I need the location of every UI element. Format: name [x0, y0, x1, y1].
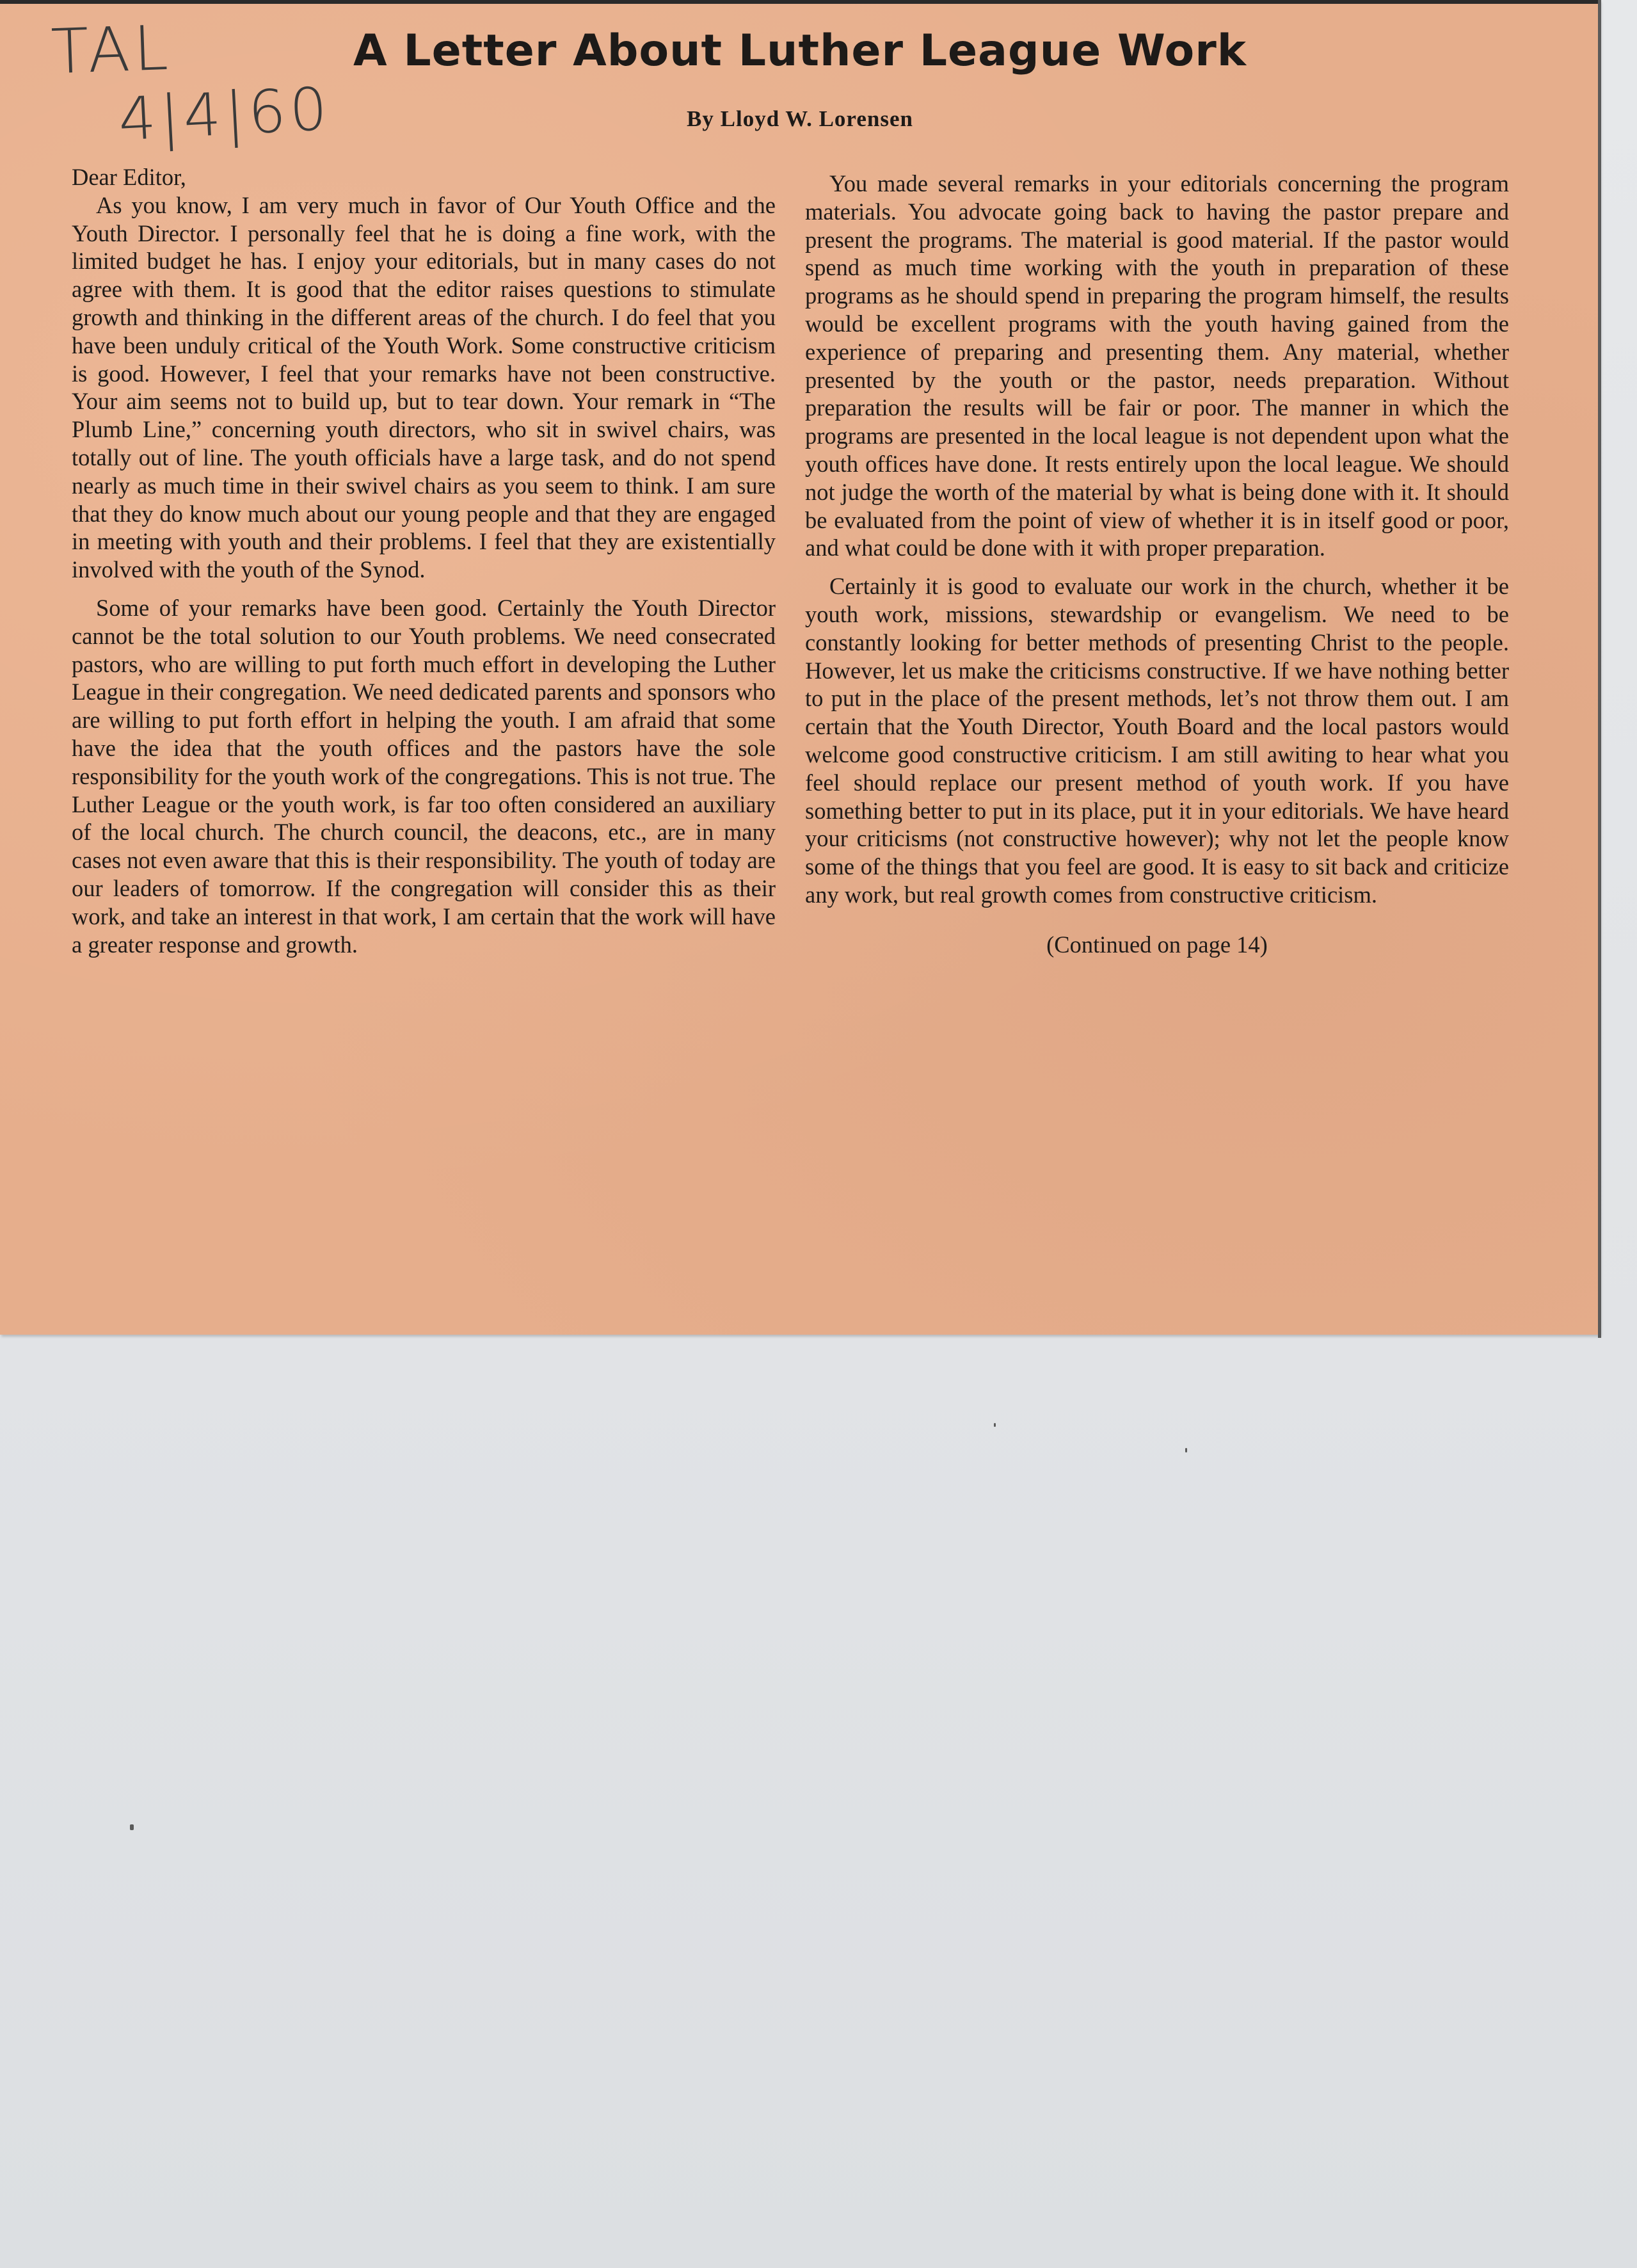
- salutation: Dear Editor,: [72, 164, 186, 190]
- right-paragraph-1: You made several remarks in your editorials concerning the program materials. You advocate going back to having the pastor prepare and present the programs. The material is good material. If the pastor would spend as much time working with the youth in preparation of these programs as he should spend in preparing the program himself, the results would be excellent programs with the youth having gained from the experience of preparing and presenting them. Any material, whether presented by the youth or the pastor, needs preparation. Without preparation the results will be fair or poor. The manner in which the programs are presented in the local league is not dependent upon what the youth offices have done. It rests entirely upon the local league. We should not judge the worth of the material by what is being done with it. It should be evaluated from the point of view of whether it is in itself good or poor, and what could be done with it with proper preparation.: [805, 170, 1509, 561]
- left-column: [72, 163, 776, 969]
- left-paragraph-1: As you know, I am very much in favor of Our Youth Office and the Youth Director. I personally feel that he is doing a fine work, with the limited budget he has. I enjoy your editorials, but in many cases do not agree with them. It is good that the editor raises questions to stimulate growth and thinking in the different areas of the church. I do feel that you have been unduly critical of the Youth Work. Some constructive criticism is good. However, I feel that your remarks have not been constructive. Your aim seems not to build up, but to tear down. Your remark in “The Plumb Line,” concerning youth directors, who sit in swivel chairs, was totally out of line. The youth officials have a large task, and do not spend nearly as much time in their swivel chairs as you seem to think. I am sure that they do know much about our young people and that they are engaged in meeting with youth and their problems. I feel that they are existentially involved with the youth of the Synod.: [72, 191, 776, 583]
- page-top-edge: [0, 0, 1600, 4]
- dust-speck: [994, 1423, 996, 1427]
- right-column: [805, 170, 1509, 959]
- left-paragraph-2: Some of your remarks have been good. Certainly the Youth Director cannot be the total solution to our Youth problems. We need consecrated pastors, who are willing to put forth much effort in developing the Luther League in their congregation. We need dedicated parents and sponsors who are willing to put forth effort in helping the youth. I am afraid that some have the idea that the youth offices and the pastors have the sole responsibility for the youth work of the congregations. This is not true. The Luther League or the youth work, is far too often considered an auxiliary of the local church. The church council, the deacons, etc., are in many cases not even aware that this is their responsibility. The youth of today are our leaders of tomorrow. If the congregation will consider this as their work, and take an interest in that work, I am certain that the work will have a greater response and growth.: [72, 594, 776, 958]
- handwritten-date: 4|4|60: [116, 74, 333, 154]
- article-byline: By Lloyd W. Lorensen: [687, 106, 913, 131]
- article-title: A Letter About Luther League Work: [353, 26, 1247, 76]
- page-right-edge: [1598, 0, 1601, 1338]
- continued-note: (Continued on page 14): [1046, 931, 1268, 958]
- handwritten-initials: TAL: [50, 12, 173, 88]
- dust-speck: [1185, 1448, 1187, 1452]
- right-paragraph-2: Certainly it is good to evaluate our work in the church, whether it be youth work, missions, stewardship or evangelism. We need to be constantly looking for better methods of presenting Christ to the people. However, let us make the criticisms constructive. If we have nothing better to put in the place of the present methods, let’s not throw them out. I am certain that the Youth Director, Youth Board and the local pastors would welcome good constructive criticism. I am still awiting to hear what you feel should replace our present method of youth work. If you have something better to put in its place, put it in your editorials. We have heard your criticisms (not constructive however); why not let the people know some of the things that you feel are good. It is easy to sit back and criticize any work, but real growth comes from constructive criticism.: [805, 573, 1509, 908]
- dust-speck: [130, 1824, 134, 1830]
